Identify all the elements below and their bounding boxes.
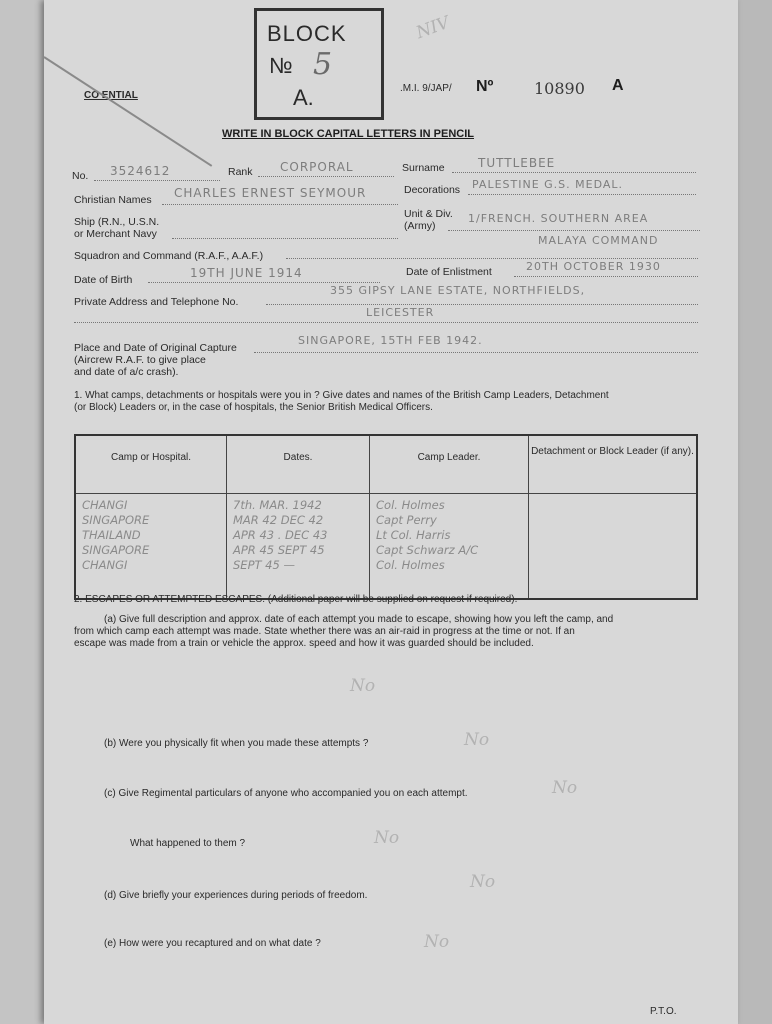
date-of-birth-value: 19TH JUNE 1914 — [190, 266, 303, 280]
decorations-value: PALESTINE G.S. MEDAL. — [472, 178, 624, 191]
question2b-answer: No — [464, 730, 490, 750]
capture-value: SINGAPORE, 15TH FEB 1942. — [298, 334, 483, 347]
unit-value-line1: 1/FRENCH. SOUTHERN AREA — [468, 212, 649, 225]
christian-names-value: CHARLES ERNEST SEYMOUR — [174, 186, 367, 200]
header-detachment-leader: Detachment or Block Leader (if any). — [529, 435, 698, 494]
date-entry: SEPT 45 — — [233, 558, 295, 572]
service-number-value: 3524612 — [110, 164, 171, 178]
decorations-label: Decorations — [404, 184, 461, 196]
detachment-cell — [529, 494, 698, 600]
camp-entry: THAILAND — [82, 528, 141, 542]
camp-entry: SINGAPORE — [82, 543, 150, 557]
question2e-label: (e) How were you recaptured and on what date ? — [104, 938, 321, 949]
question2-heading: 2. ESCAPES OR ATTEMPTED ESCAPES. (Additional paper will be supplied on request if required). — [74, 594, 518, 605]
ship-label-line1: Ship (R.N., U.S.N. — [74, 216, 160, 228]
squadron-label: Squadron and Command (R.A.F., A.A.F.) — [74, 250, 264, 262]
capture-label-line1: Place and Date of Original Capture — [74, 342, 237, 354]
unit-label-line1: Unit & Div. — [404, 208, 453, 220]
date-of-birth-label: Date of Birth — [74, 274, 133, 286]
address-label: Private Address and Telephone No. — [74, 296, 239, 308]
question2c2-label: What happened to them ? — [130, 838, 246, 849]
surname-label: Surname — [402, 162, 445, 174]
rank-line — [258, 176, 394, 177]
camp-entry: SINGAPORE — [82, 513, 150, 527]
camps-cell — [75, 494, 227, 600]
service-number-line — [94, 180, 220, 181]
service-number-label: No. — [72, 170, 89, 182]
unit-line — [448, 230, 700, 231]
date-of-birth-line — [148, 282, 380, 283]
squadron-line — [286, 258, 698, 259]
question1-line1: 1. What camps, detachments or hospitals were you in ? Give dates and names of the British Camp Leaders, Detachment — [74, 390, 609, 401]
question2a-line1: (a) Give full description and approx. date of each attempt you made to escape, showing how you left the camp, and — [104, 614, 614, 625]
stamp-no-text: № — [269, 53, 293, 78]
ship-label-line2: or Merchant Navy — [74, 228, 157, 240]
question2d-answer: No — [470, 872, 496, 892]
date-entry: APR 45 SEPT 45 — [233, 543, 325, 557]
surname-value: TUTTLEBEE — [478, 156, 556, 170]
enlistment-label: Date of Enlistment — [406, 266, 492, 278]
address-value-line1: 355 GIPSY LANE ESTATE, NORTHFIELDS, — [330, 284, 586, 297]
unit-value-line2: MALAYA COMMAND — [538, 234, 659, 247]
ship-line — [172, 238, 398, 239]
date-entry: MAR 42 DEC 42 — [233, 513, 324, 527]
tag-string — [43, 56, 212, 167]
question1-line2: (or Block) Leaders or, in the case of hospitals, the Senior British Medical Officers. — [74, 402, 433, 413]
leader-entry: Col. Holmes — [376, 558, 445, 572]
surname-line — [452, 172, 696, 173]
question2c-label: (c) Give Regimental particulars of anyone who accompanied you on each attempt. — [104, 788, 468, 799]
question2d-label: (d) Give briefly your experiences during periods of freedom. — [104, 890, 368, 901]
document-suffix: A — [612, 77, 624, 94]
pto-label: P.T.O. — [650, 1006, 677, 1017]
document-page — [44, 0, 738, 1024]
date-entry: 7th. MAR. 1942 — [233, 498, 322, 512]
rank-label: Rank — [228, 166, 253, 178]
enlistment-value: 20TH OCTOBER 1930 — [526, 260, 661, 273]
date-entry: APR 43 . DEC 43 — [233, 528, 328, 542]
dates-cell — [227, 494, 370, 600]
document-number: 10890 — [534, 79, 585, 98]
block-stamp — [254, 8, 384, 120]
camp-table-body — [75, 494, 697, 600]
camp-table — [74, 434, 698, 600]
unit-label-line2: (Army) — [404, 220, 436, 232]
christian-names-line — [162, 204, 398, 205]
leader-entry: Capt Schwarz A/C — [376, 543, 479, 557]
header-camp-leader: Camp Leader. — [370, 435, 529, 494]
question2a-line2: from which camp each attempt was made. State whether there was an air-raid in progress at the time or not. If an — [74, 626, 575, 637]
stamp-a-text: A. — [293, 85, 314, 110]
capture-label-line2: (Aircrew R.A.F. to give place — [74, 354, 206, 366]
question2c2-answer: No — [374, 828, 400, 848]
confidential-label: CO ENTIAL — [84, 90, 138, 101]
address-line2 — [74, 322, 698, 323]
instruction-heading: WRITE IN BLOCK CAPITAL LETTERS IN PENCIL — [222, 128, 474, 140]
leader-entry: Capt Perry — [376, 513, 437, 527]
address-value-line2: LEICESTER — [366, 306, 435, 319]
rank-value: CORPORAL — [280, 160, 354, 174]
stamp-initials: NIV — [413, 12, 453, 44]
camp-table-header — [75, 435, 697, 494]
camp-entry: CHANGI — [82, 498, 128, 512]
address-line1 — [266, 304, 698, 305]
leaders-cell — [370, 494, 529, 600]
question2a-line3: escape was made from a train or vehicle the approx. speed and how it was guarded should be included. — [74, 638, 534, 649]
header-camp: Camp or Hospital. — [75, 435, 227, 494]
christian-names-label: Christian Names — [74, 194, 152, 206]
mi-reference: .M.I. 9/JAP/ — [400, 83, 452, 94]
camp-entry: CHANGI — [82, 558, 128, 572]
question2e-answer: No — [424, 932, 450, 952]
leader-entry: Lt Col. Harris — [376, 528, 451, 542]
stamp-block-text: BLOCK — [267, 21, 347, 46]
capture-line — [254, 352, 698, 353]
question2c-answer: No — [552, 778, 578, 798]
decorations-line — [468, 194, 696, 195]
stamp-number: 5 — [313, 47, 333, 82]
capture-label-line3: and date of a/c crash). — [74, 366, 179, 378]
leader-entry: Col. Holmes — [376, 498, 445, 512]
number-label: Nº — [476, 78, 494, 95]
header-dates: Dates. — [227, 435, 370, 494]
enlistment-line — [514, 276, 698, 277]
question2a-answer: No — [350, 676, 376, 696]
question2b-label: (b) Were you physically fit when you made these attempts ? — [104, 738, 369, 749]
